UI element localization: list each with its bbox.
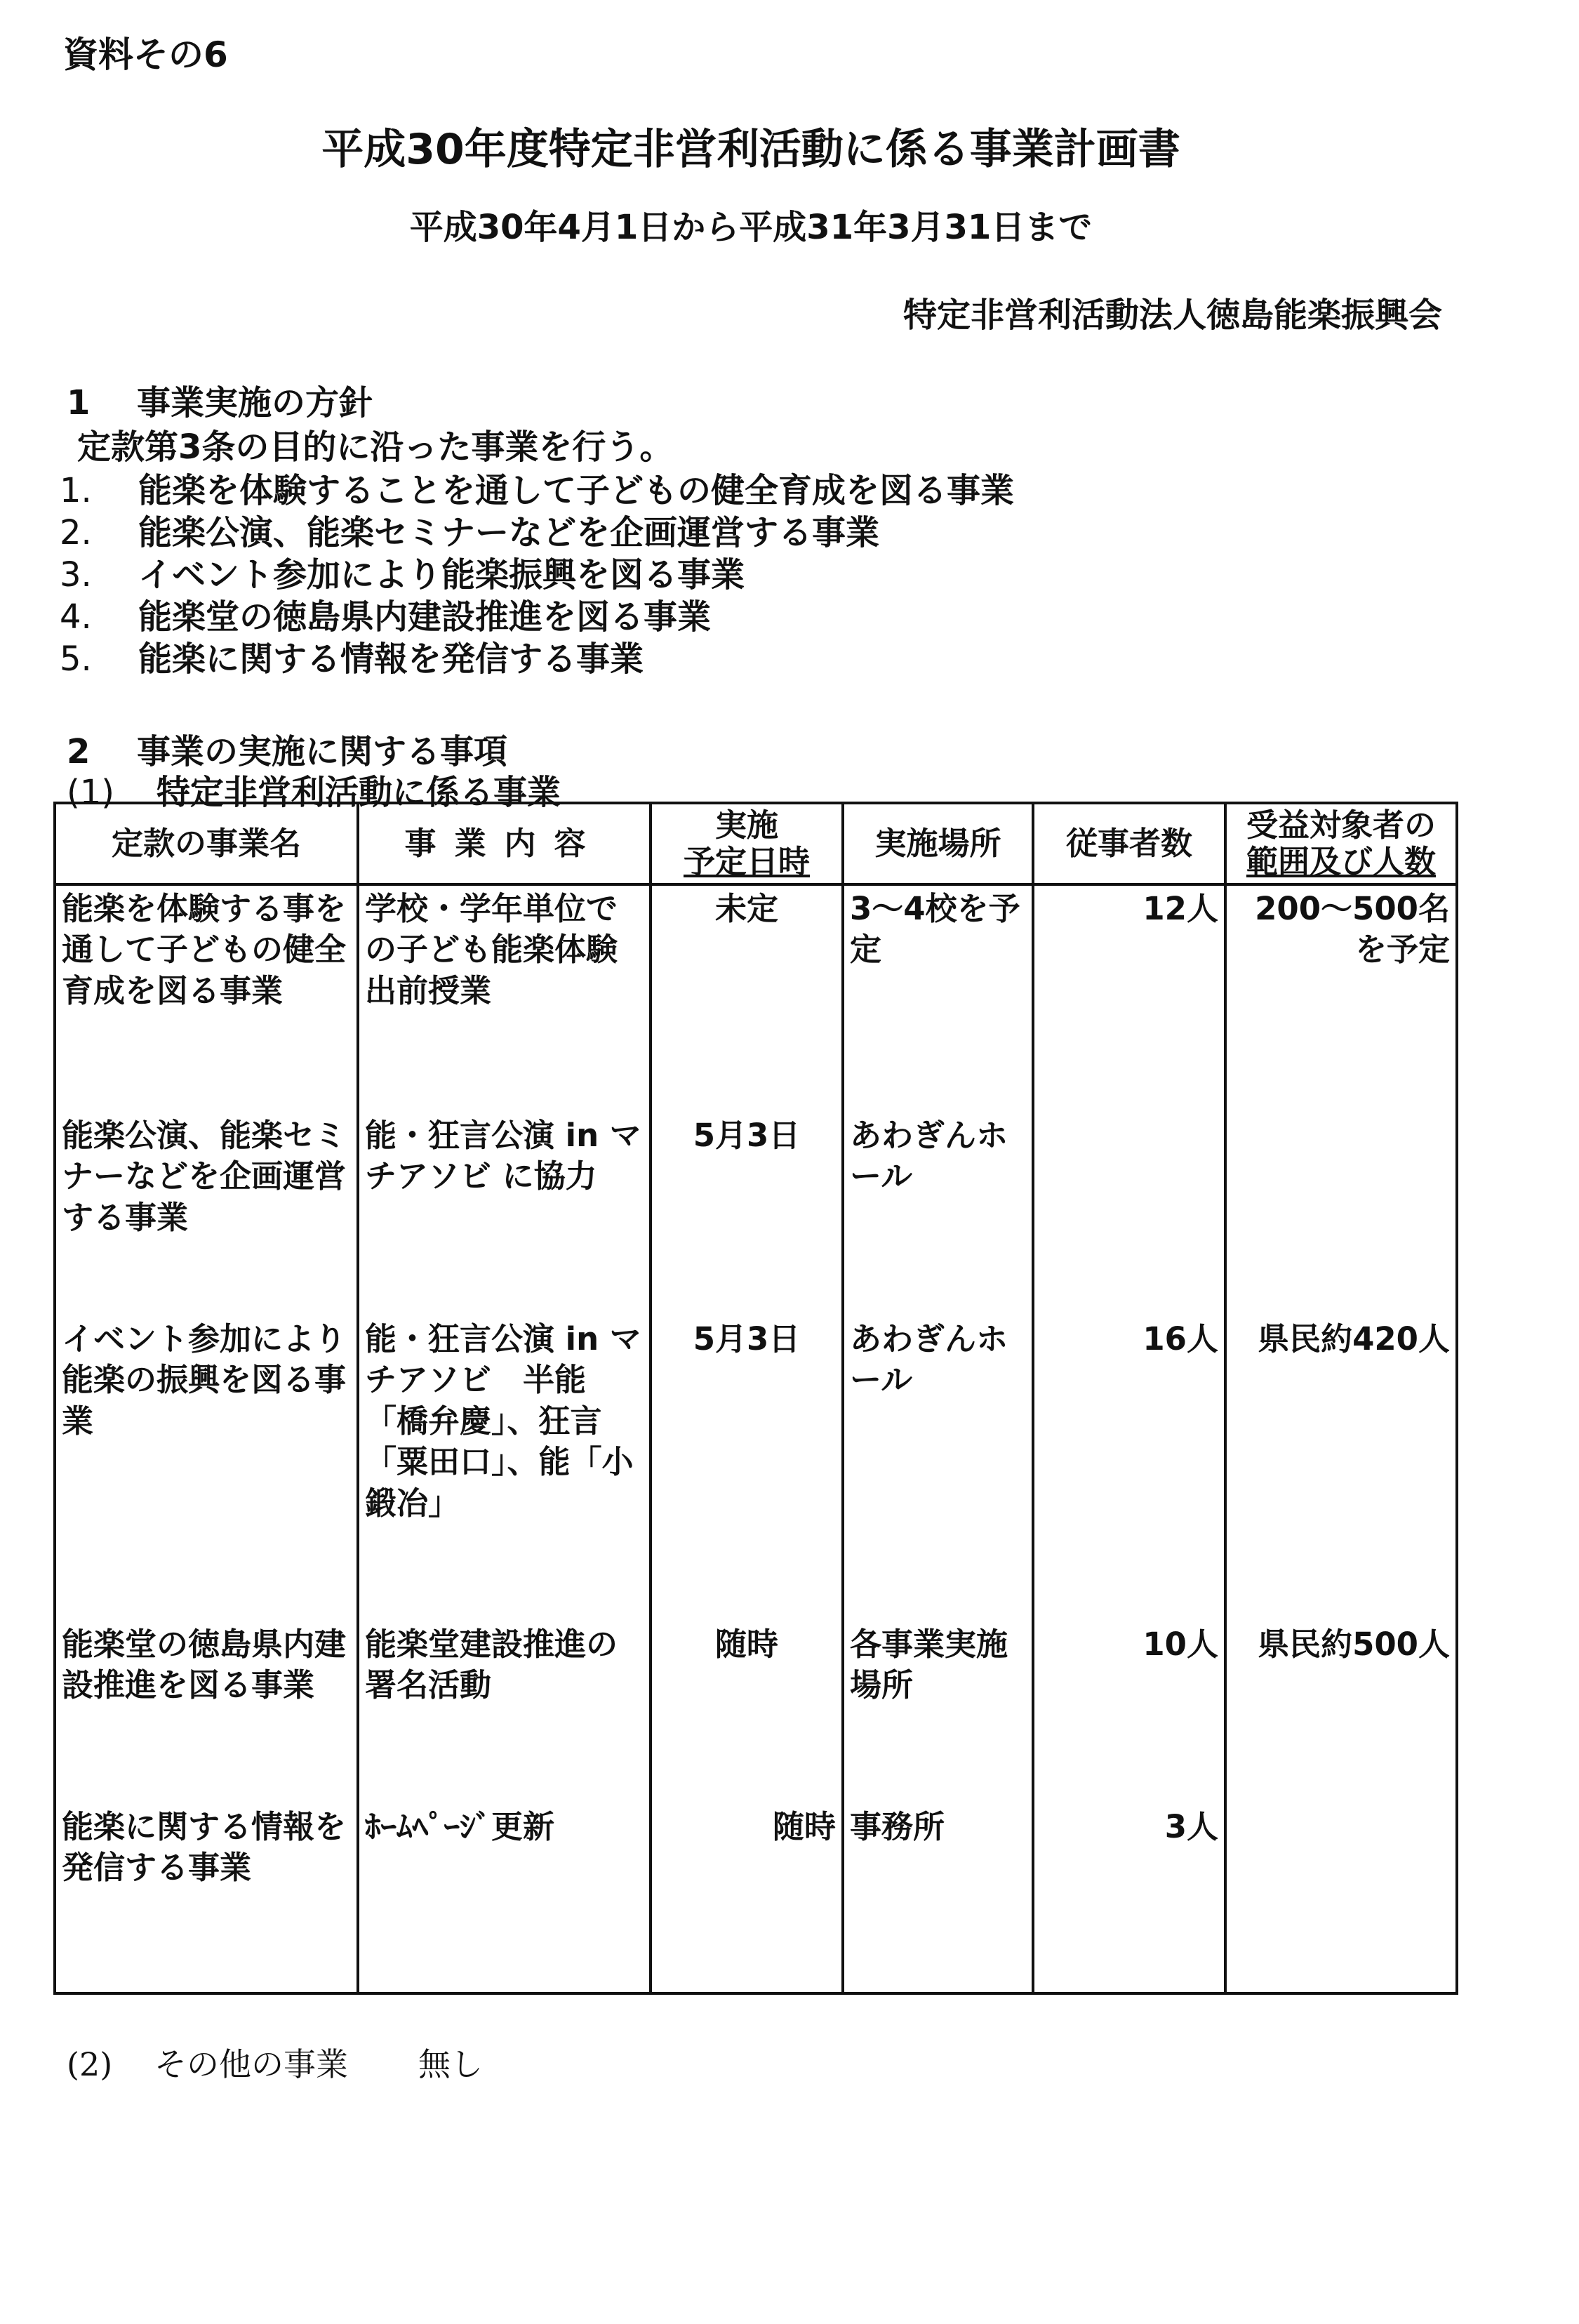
column-header-target-line2: 範囲及び人数 — [1246, 842, 1436, 880]
cell-staff: 10人 — [1033, 1621, 1225, 1804]
list-item-text: 能楽公演、能楽セミナーなどを企画運営する事業 — [138, 513, 880, 552]
cell-target — [1225, 1804, 1457, 1993]
cell-date: 随時 — [651, 1804, 843, 1993]
list-item-text: 能楽を体験することを通して子どもの健全育成を図る事業 — [138, 471, 1015, 510]
cell-target — [1225, 1113, 1457, 1316]
list-item-text: 能楽堂の徳島県内建設推進を図る事業 — [138, 597, 712, 637]
list-item — [60, 505, 879, 554]
table-row — [55, 1804, 1457, 1993]
subsection-1-number: (1) — [67, 773, 114, 812]
cell-business-content: 学校・学年単位での子ども能楽体験出前授業 — [358, 884, 651, 1113]
cell-place: 各事業実施場所 — [843, 1621, 1033, 1804]
cell-business-content: ﾎｰﾑﾍﾟｰｼﾞ更新 — [358, 1804, 651, 1993]
cell-business-name: 能楽公演、能楽セミナーなどを企画運営する事業 — [55, 1113, 358, 1316]
table-row — [55, 1316, 1457, 1621]
table-row — [55, 1113, 1457, 1316]
cell-date: 随時 — [651, 1621, 843, 1804]
column-header-name: 定款の事業名 — [55, 803, 358, 884]
cell-staff — [1033, 1113, 1225, 1316]
cell-place: 3～4校を予定 — [843, 884, 1033, 1113]
cell-date: 5月3日 — [651, 1113, 843, 1316]
list-item-number: 5. — [60, 639, 92, 679]
subsection-1-title: 特定非営利活動に係る事業 — [156, 773, 561, 812]
column-header-target — [1225, 803, 1457, 884]
list-item — [60, 632, 644, 680]
list-item-number: 4. — [60, 597, 92, 637]
cell-business-content: 能・狂言公演 in マチアソビ に協力 — [358, 1113, 651, 1316]
list-item-number: 1. — [60, 471, 92, 510]
subsection-2-title: その他の事業 — [154, 2045, 348, 2083]
organization-name: 特定非営利活動法人徳島能楽振興会 — [902, 296, 1442, 335]
section-1-number: 1 — [67, 383, 91, 423]
list-item — [60, 463, 1014, 512]
section-1-heading — [67, 376, 373, 424]
cell-target: 200～500名を予定 — [1225, 884, 1457, 1113]
business-plan-table — [53, 802, 1458, 1995]
column-header-target-line1: 受益対象者の — [1246, 806, 1436, 844]
subsection-2-number: (2) — [67, 2045, 113, 2083]
subsection-2-line — [67, 2039, 483, 2085]
cell-staff: 16人 — [1033, 1316, 1225, 1621]
table-header-row — [55, 803, 1457, 884]
section-1-title: 事業実施の方針 — [137, 383, 373, 423]
column-header-date-line2: 予定日時 — [683, 842, 810, 880]
cell-target: 県民約500人 — [1225, 1621, 1457, 1804]
cell-target: 県民約420人 — [1225, 1316, 1457, 1621]
cell-business-content: 能・狂言公演 in マチアソビ 半能「橋弁慶」、狂言「粟田口」、能「小鍛冶」 — [358, 1316, 651, 1621]
cell-staff: 12人 — [1033, 884, 1225, 1113]
cell-business-name: 能楽に関する情報を発信する事業 — [55, 1804, 358, 1993]
cell-place: あわぎんホール — [843, 1316, 1033, 1621]
policy-statement: 定款第3条の目的に沿った事業を行う。 — [77, 427, 674, 467]
cell-date: 未定 — [651, 884, 843, 1113]
list-item-text: イベント参加により能楽振興を図る事業 — [138, 555, 745, 595]
cell-place: 事務所 — [843, 1804, 1033, 1993]
section-2-title: 事業の実施に関する事項 — [137, 732, 508, 771]
column-header-staff: 従事者数 — [1033, 803, 1225, 884]
table-row — [55, 1621, 1457, 1804]
column-header-content-text: 事業内容 — [404, 824, 604, 862]
plan-period: 平成30年4月1日から平成31年3月31日まで — [409, 208, 1093, 247]
list-item-number: 3. — [60, 555, 92, 595]
cell-business-name: イベント参加により能楽の振興を図る事業 — [55, 1316, 358, 1621]
cell-business-name: 能楽堂の徳島県内建設推進を図る事業 — [55, 1621, 358, 1804]
list-item-text: 能楽に関する情報を発信する事業 — [138, 639, 644, 679]
cell-business-name: 能楽を体験する事を通して子どもの健全育成を図る事業 — [55, 884, 358, 1113]
document-label: 資料その6 — [63, 34, 228, 75]
subsection-2-value: 無し — [418, 2045, 483, 2083]
cell-business-content: 能楽堂建設推進の署名活動 — [358, 1621, 651, 1804]
document-title: 平成30年度特定非営利活動に係る事業計画書 — [321, 125, 1180, 174]
column-header-place: 実施場所 — [843, 803, 1033, 884]
column-header-date — [651, 803, 843, 884]
section-2-number: 2 — [67, 732, 91, 771]
cell-place: あわぎんホール — [843, 1113, 1033, 1316]
column-header-content — [358, 803, 651, 884]
cell-staff: 3人 — [1033, 1804, 1225, 1993]
list-item-number: 2. — [60, 513, 92, 552]
table-row — [55, 884, 1457, 1113]
list-item — [60, 547, 745, 596]
list-item — [60, 590, 711, 638]
column-header-date-line1: 実施 — [714, 806, 778, 844]
cell-date: 5月3日 — [651, 1316, 843, 1621]
